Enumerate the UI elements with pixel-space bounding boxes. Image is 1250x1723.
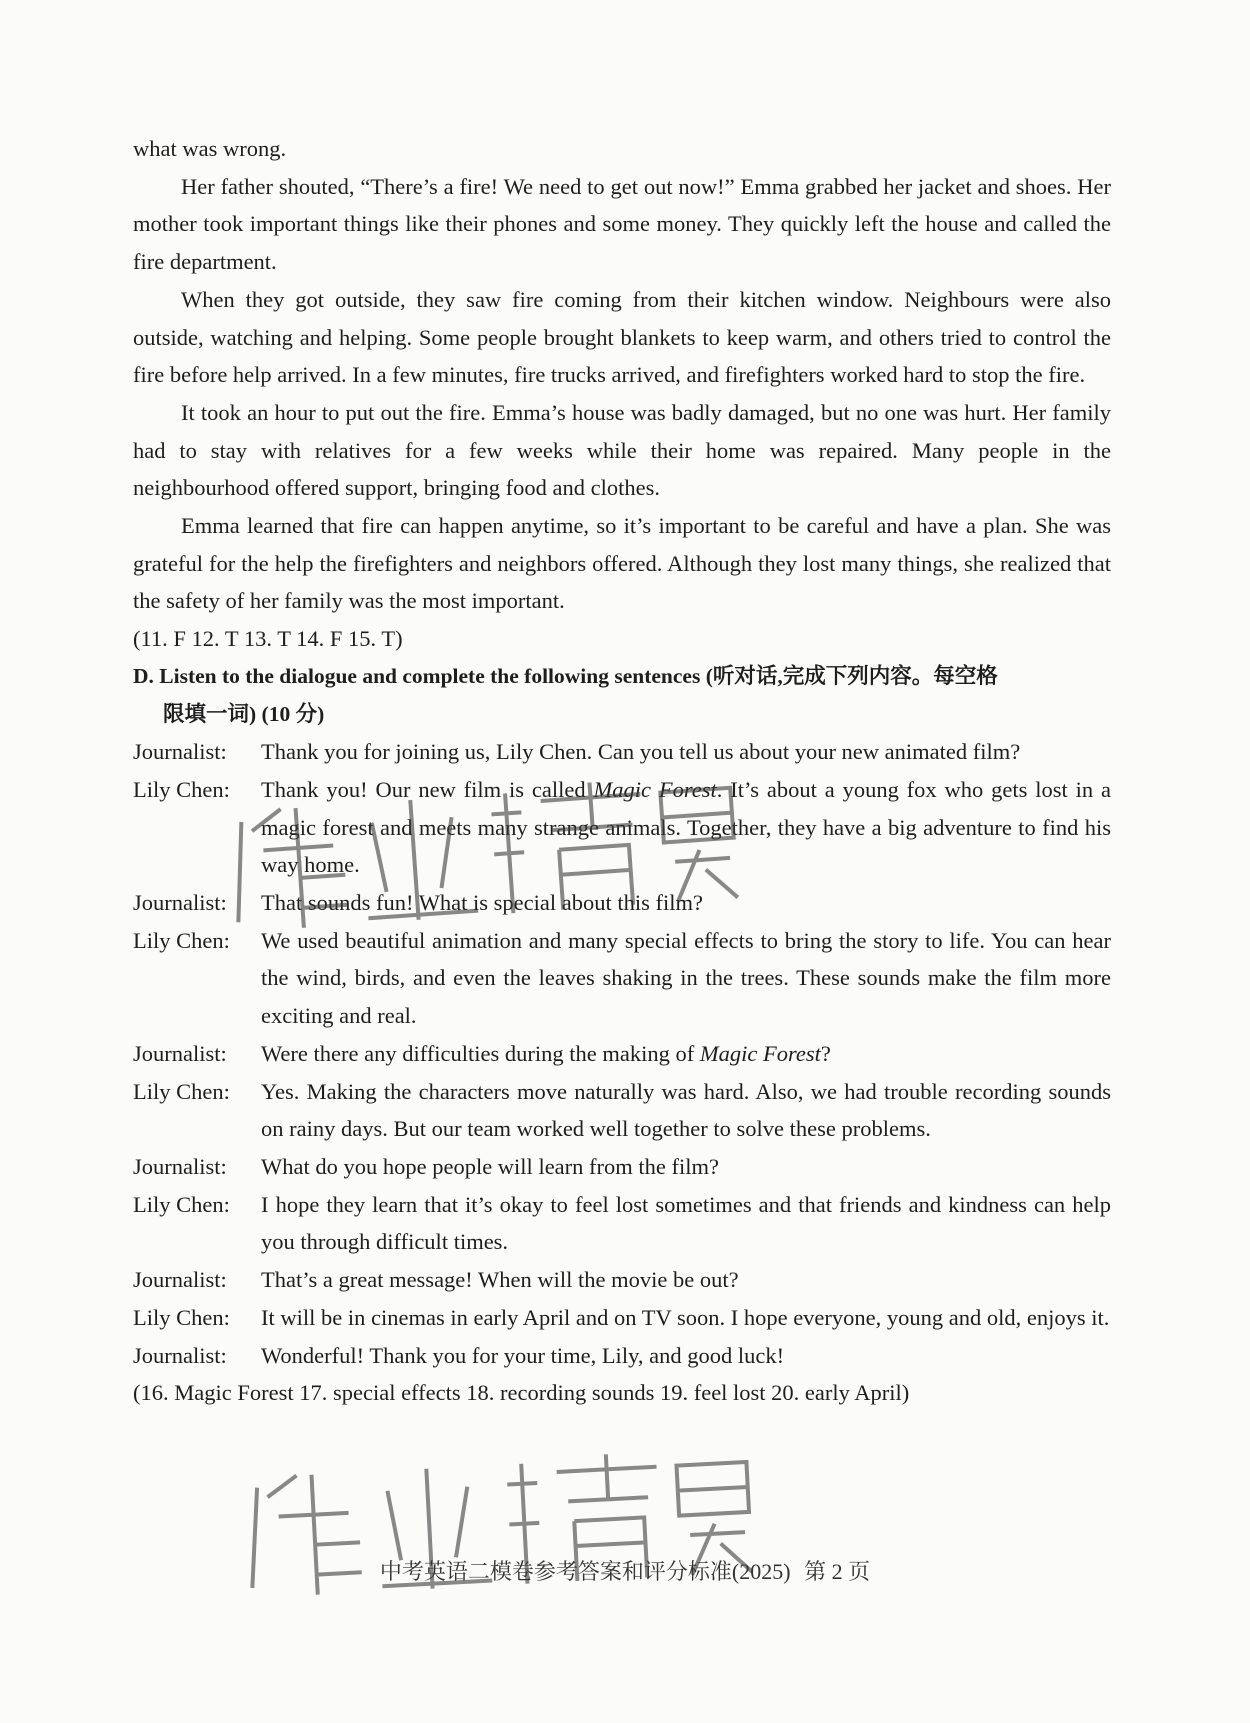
- speaker: Lily Chen:: [133, 927, 230, 953]
- dialogue-turn: [133, 1337, 1111, 1375]
- speech: Yes. Making the characters move naturally was hard. Also, we had trouble recording sounds on rainy days. But our team worked well together to solve these problems.: [261, 1078, 1111, 1142]
- dialogue-turn: [133, 771, 1111, 884]
- speaker: Journalist:: [133, 1342, 227, 1368]
- dialogue-turn: [133, 1261, 1111, 1299]
- dialogue-turn: [133, 922, 1111, 1035]
- dialogue-turn: [133, 1299, 1111, 1337]
- dialogue-turn: [133, 1186, 1111, 1261]
- speech: [261, 771, 1111, 884]
- speaker: Lily Chen:: [133, 1191, 230, 1217]
- speech: That’s a great message! When will the movie be out?: [261, 1267, 739, 1293]
- speech: It will be in cinemas in early April and on TV soon. I hope everyone, young and old, enjoys it.: [261, 1304, 1110, 1330]
- dialogue-turn: [133, 884, 1111, 922]
- dialogue: [133, 733, 1111, 1374]
- answer-key-c: (11. F 12. T 13. T 14. F 15. T): [133, 626, 403, 652]
- page-number: 第 2 页: [804, 1559, 871, 1584]
- speech-part: Thank you! Our new film is called: [261, 776, 594, 802]
- speech: That sounds fun! What is special about this film?: [261, 890, 704, 916]
- dialogue-turn: [133, 1148, 1111, 1186]
- speech: We used beautiful animation and many special effects to bring the story to life. You can hear the wind, birds, and even the leaves shaking in the trees. These sounds make the film more exciting and real.: [261, 927, 1111, 1029]
- section-d-heading: [133, 658, 1111, 733]
- speech: Wonderful! Thank you for your time, Lily, and good luck!: [261, 1342, 785, 1368]
- speech: Thank you for joining us, Lily Chen. Can you tell us about your new animated film?: [261, 739, 1021, 765]
- section-d-heading-line2: 限填一词) (10 分): [163, 701, 325, 726]
- film-title: Magic Forest: [699, 1040, 821, 1066]
- page-footer: [0, 1555, 1250, 1586]
- speaker: Lily Chen:: [133, 1078, 230, 1104]
- speech-part: Were there any difficulties during the making of: [261, 1040, 700, 1066]
- speaker: Journalist:: [133, 739, 227, 765]
- speaker: Journalist:: [133, 890, 227, 916]
- page-content: [133, 130, 1111, 1412]
- speaker: Journalist:: [133, 1153, 227, 1179]
- speech: What do you hope people will learn from the film?: [261, 1153, 719, 1179]
- speech: [261, 1035, 1111, 1073]
- passage-paragraph: It took an hour to put out the fire. Emma’s house was badly damaged, but no one was hurt. Her family had to stay with relatives for a few weeks while their home was repaired. Many people in the neighbourhood offered support, bringing food and clothes.: [133, 399, 1111, 501]
- section-d-heading-line1: D. Listen to the dialogue and complete the following sentences (听对话,完成下列内容。每空格: [133, 663, 998, 688]
- speech: I hope they learn that it’s okay to feel lost sometimes and that friends and kindness can help you through difficult times.: [261, 1191, 1111, 1255]
- footer-title: 中考英语二模卷参考答案和评分标准(2025): [379, 1559, 791, 1584]
- speaker: Lily Chen:: [133, 1304, 230, 1330]
- speaker: Journalist:: [133, 1267, 227, 1293]
- answer-key-d: (16. Magic Forest 17. special effects 18. recording sounds 19. feel lost 20. early April): [133, 1380, 910, 1406]
- passage-paragraph: Emma learned that fire can happen anytime, so it’s important to be careful and have a plan. She was grateful for the help the firefighters and neighbors offered. Although they lost many things, she realized that the safety of her family was the most important.: [133, 513, 1111, 614]
- passage-paragraph: When they got outside, they saw fire coming from their kitchen window. Neighbours were also outside, watching and helping. Some people brought blankets to keep warm, and others tried to control the fire before help arrived. In a few minutes, fire trucks arrived, and firefighters worked hard to stop the fire.: [133, 286, 1111, 388]
- speaker: Lily Chen:: [133, 776, 230, 802]
- dialogue-turn: [133, 1035, 1111, 1073]
- film-title: Magic Forest: [593, 776, 717, 802]
- passage-fragment: what was wrong.: [133, 136, 287, 161]
- passage-paragraph: Her father shouted, “There’s a fire! We need to get out now!” Emma grabbed her jacket and shoes. Her mother took important things like their phones and some money. They quickly left the house and called the fire department.: [133, 173, 1111, 275]
- speaker: Journalist:: [133, 1040, 227, 1066]
- dialogue-turn: [133, 1073, 1111, 1148]
- dialogue-turn: [133, 733, 1111, 771]
- speech-part: ?: [820, 1040, 831, 1066]
- watermark-logo-bottom: [236, 1432, 765, 1643]
- speech-part: . It’s about a young fox who gets lost in a magic forest and meets many strange animals. Together, they have a big adventure to find his way home.: [261, 776, 1111, 878]
